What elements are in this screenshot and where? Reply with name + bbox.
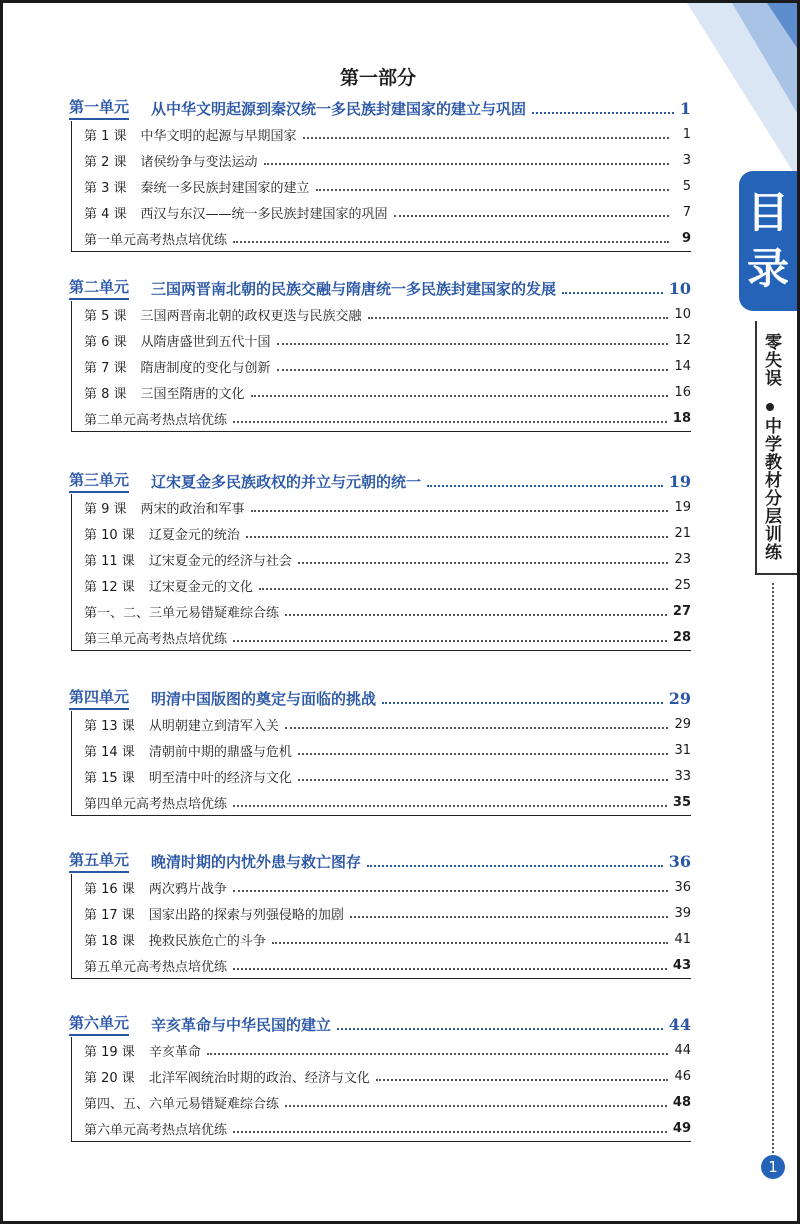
lesson-leader-dots [277, 361, 669, 371]
toc-side-tab [739, 171, 797, 311]
lesson-leader-dots [316, 181, 669, 191]
lesson-leader-dots [298, 554, 669, 564]
lesson-entry[interactable] [84, 1063, 691, 1089]
unit-page-number: 29 [668, 688, 691, 708]
lesson-title: 诸侯纷争与变法运动 [140, 154, 258, 170]
lesson-title: 三国至隋唐的文化 [140, 386, 245, 402]
lesson-entry[interactable] [84, 874, 691, 900]
practice-entry[interactable] [84, 598, 691, 624]
practice-leader-dots [233, 797, 667, 807]
lesson-leader-dots [272, 934, 669, 944]
lesson-page-number: 3 [682, 152, 691, 168]
lesson-entry[interactable] [84, 173, 691, 199]
lesson-page-number: 19 [674, 499, 691, 515]
lesson-code: 第 5 课 [84, 308, 127, 324]
lesson-page-number: 25 [674, 577, 691, 593]
lesson-code: 第 7 课 [84, 360, 127, 376]
lesson-entry[interactable] [84, 147, 691, 173]
lesson-code: 第 20 课 [84, 1070, 135, 1086]
lesson-title: 明至清中叶的经济与文化 [148, 770, 292, 786]
unit-page-number: 10 [668, 278, 691, 298]
lesson-page-number: 23 [674, 551, 691, 567]
unit-entries [71, 301, 691, 432]
lesson-title: 从明朝建立到清军入关 [148, 718, 279, 734]
lesson-leader-dots [376, 1071, 669, 1081]
practice-page-number: 9 [681, 230, 691, 246]
lesson-entry[interactable] [84, 199, 691, 225]
practice-entry[interactable] [84, 952, 691, 978]
lesson-leader-dots [246, 528, 669, 538]
unit-heading[interactable] [69, 275, 691, 301]
practice-leader-dots [285, 1097, 667, 1107]
unit-title: 明清中国版图的奠定与面临的挑战 [151, 689, 377, 708]
lesson-code: 第 1 课 [84, 128, 127, 144]
part-title: 第一部分 [339, 67, 416, 89]
page-number-badge: 1 [761, 1155, 785, 1179]
series-name: 中学教材分层训练 [761, 417, 781, 561]
practice-title: 第三单元高考热点培优练 [84, 631, 228, 647]
practice-entry[interactable] [84, 624, 691, 650]
practice-leader-dots [233, 413, 667, 423]
practice-entry[interactable] [84, 1089, 691, 1115]
unit-page-number: 19 [668, 471, 691, 491]
lesson-title: 从隋唐盛世到五代十国 [140, 334, 271, 350]
lesson-leader-dots [277, 335, 669, 345]
toc-tab-char-1: 目 [746, 188, 789, 237]
unit-number: 第二单元 [69, 276, 129, 300]
lesson-page-number: 36 [674, 879, 691, 895]
unit-title: 辛亥革命与中华民国的建立 [151, 1015, 332, 1034]
lesson-entry[interactable] [84, 546, 691, 572]
lesson-page-number: 14 [674, 358, 691, 374]
series-brand: 零失误 [761, 333, 781, 387]
unit-entries [71, 1037, 691, 1142]
practice-entry[interactable] [84, 225, 691, 251]
practice-title: 第一、二、三单元易错疑难综合练 [84, 605, 280, 621]
unit-entries [71, 121, 691, 252]
lesson-code: 第 3 课 [84, 180, 127, 196]
unit-leader-dots [367, 855, 663, 867]
lesson-title: 两次鸦片战争 [148, 881, 227, 897]
lesson-leader-dots [207, 1045, 669, 1055]
lesson-page-number: 31 [674, 742, 691, 758]
lesson-leader-dots [285, 719, 669, 729]
toc-unit [69, 468, 691, 651]
series-separator-dot [766, 403, 774, 411]
lesson-code: 第 8 课 [84, 386, 127, 402]
lesson-title: 北洋军阀统治时期的政治、经济与文化 [148, 1070, 370, 1086]
unit-number: 第四单元 [69, 686, 129, 710]
lesson-code: 第 14 课 [84, 744, 135, 760]
lesson-code: 第 13 课 [84, 718, 135, 734]
unit-number: 第五单元 [69, 849, 129, 873]
lesson-entry[interactable] [84, 353, 691, 379]
lesson-title: 西汉与东汉——统一多民族封建国家的巩固 [140, 206, 388, 222]
lesson-title: 国家出路的探索与列强侵略的加剧 [148, 907, 344, 923]
unit-leader-dots [427, 475, 663, 487]
unit-heading[interactable] [69, 95, 691, 121]
lesson-leader-dots [233, 882, 669, 892]
lesson-page-number: 7 [682, 204, 691, 220]
lesson-title: 辛亥革命 [148, 1044, 201, 1060]
lesson-leader-dots [298, 745, 669, 755]
lesson-code: 第 11 课 [84, 553, 135, 569]
lesson-entry[interactable] [84, 1037, 691, 1063]
practice-leader-dots [233, 233, 669, 243]
practice-title: 第四、五、六单元易错疑难综合练 [84, 1096, 280, 1112]
toc-unit [69, 685, 691, 816]
lesson-leader-dots [368, 309, 669, 319]
unit-entries [71, 711, 691, 816]
lesson-page-number: 16 [674, 384, 691, 400]
lesson-code: 第 19 课 [84, 1044, 135, 1060]
lesson-page-number: 39 [674, 905, 691, 921]
lesson-code: 第 10 课 [84, 527, 135, 543]
lesson-code: 第 12 课 [84, 579, 135, 595]
unit-number: 第一单元 [69, 96, 129, 120]
practice-leader-dots [233, 632, 667, 642]
lesson-leader-dots [350, 908, 669, 918]
lesson-entry[interactable] [84, 900, 691, 926]
lesson-code: 第 17 课 [84, 907, 135, 923]
lesson-page-number: 21 [674, 525, 691, 541]
practice-page-number: 28 [672, 629, 691, 645]
practice-title: 第一单元高考热点培优练 [84, 232, 228, 248]
lesson-title: 辽夏金元的统治 [148, 527, 240, 543]
practice-leader-dots [233, 960, 667, 970]
lesson-title: 清朝前中期的鼎盛与危机 [148, 744, 292, 760]
lesson-page-number: 41 [674, 931, 691, 947]
lesson-title: 两宋的政治和军事 [140, 501, 245, 517]
lesson-code: 第 6 课 [84, 334, 127, 350]
lesson-page-number: 33 [674, 768, 691, 784]
unit-leader-dots [337, 1018, 663, 1030]
lesson-page-number: 10 [674, 306, 691, 322]
unit-title: 三国两晋南北朝的民族交融与隋唐统一多民族封建国家的发展 [151, 279, 557, 298]
lesson-page-number: 12 [674, 332, 691, 348]
lesson-leader-dots [251, 387, 669, 397]
unit-heading[interactable] [69, 468, 691, 494]
lesson-code: 第 18 课 [84, 933, 135, 949]
lesson-code: 第 15 课 [84, 770, 135, 786]
unit-heading[interactable] [69, 848, 691, 874]
lesson-leader-dots [303, 129, 669, 139]
practice-entry[interactable] [84, 405, 691, 431]
lesson-code: 第 9 课 [84, 501, 127, 517]
lesson-entry[interactable] [84, 926, 691, 952]
lesson-page-number: 1 [682, 126, 691, 142]
practice-title: 第五单元高考热点培优练 [84, 959, 228, 975]
lesson-title: 辽宋夏金元的文化 [148, 579, 253, 595]
lesson-entry[interactable] [84, 301, 691, 327]
lesson-code: 第 2 课 [84, 154, 127, 170]
practice-page-number: 35 [672, 794, 691, 810]
unit-number: 第六单元 [69, 1012, 129, 1036]
practice-leader-dots [233, 1123, 667, 1133]
unit-page-number: 44 [668, 1014, 691, 1034]
lesson-entry[interactable] [84, 121, 691, 147]
lesson-entry[interactable] [84, 520, 691, 546]
lesson-title: 挽救民族危亡的斗争 [148, 933, 266, 949]
lesson-leader-dots [251, 502, 669, 512]
lesson-title: 辽宋夏金元的经济与社会 [148, 553, 292, 569]
toc-unit [69, 848, 691, 979]
side-dotted-line [772, 583, 774, 1153]
toc-unit [69, 1011, 691, 1142]
lesson-leader-dots [259, 580, 669, 590]
lesson-entry[interactable] [84, 737, 691, 763]
unit-number: 第三单元 [69, 469, 129, 493]
unit-page-number: 1 [679, 98, 691, 118]
lesson-entry[interactable] [84, 711, 691, 737]
unit-entries [71, 874, 691, 979]
lesson-entry[interactable] [84, 327, 691, 353]
practice-title: 第四单元高考热点培优练 [84, 796, 228, 812]
lesson-entry[interactable] [84, 763, 691, 789]
lesson-title: 秦统一多民族封建国家的建立 [140, 180, 310, 196]
toc-tab-char-2: 录 [746, 244, 789, 293]
lesson-page-number: 29 [674, 716, 691, 732]
unit-heading[interactable] [69, 685, 691, 711]
unit-title: 晚清时期的内忧外患与救亡图存 [151, 852, 362, 871]
unit-leader-dots [382, 692, 663, 704]
lesson-title: 中华文明的起源与早期国家 [140, 128, 297, 144]
unit-leader-dots [532, 102, 674, 114]
toc-unit [69, 275, 691, 432]
practice-leader-dots [285, 606, 667, 616]
lesson-title: 三国两晋南北朝的政权更迭与民族交融 [140, 308, 362, 324]
unit-leader-dots [562, 282, 663, 294]
unit-heading[interactable] [69, 1011, 691, 1037]
lesson-page-number: 44 [674, 1042, 691, 1058]
practice-page-number: 43 [672, 957, 691, 973]
lesson-page-number: 46 [674, 1068, 691, 1084]
lesson-code: 第 4 课 [84, 206, 127, 222]
unit-title: 辽宋夏金多民族政权的并立与元朝的统一 [151, 472, 422, 491]
practice-page-number: 27 [672, 603, 691, 619]
unit-title: 从中华文明起源到秦汉统一多民族封建国家的建立与巩固 [151, 99, 527, 118]
lesson-entry[interactable] [84, 572, 691, 598]
lesson-page-number: 5 [682, 178, 691, 194]
lesson-leader-dots [264, 155, 669, 165]
lesson-entry[interactable] [84, 494, 691, 520]
practice-page-number: 48 [672, 1094, 691, 1110]
lesson-entry[interactable] [84, 379, 691, 405]
toc-unit [69, 95, 691, 252]
practice-entry[interactable] [84, 789, 691, 815]
practice-title: 第二单元高考热点培优练 [84, 412, 228, 428]
practice-page-number: 49 [672, 1120, 691, 1136]
lesson-leader-dots [394, 207, 669, 217]
lesson-title: 隋唐制度的变化与创新 [140, 360, 271, 376]
lesson-code: 第 16 课 [84, 881, 135, 897]
unit-entries [71, 494, 691, 651]
practice-title: 第六单元高考热点培优练 [84, 1122, 228, 1138]
unit-page-number: 36 [668, 851, 691, 871]
lesson-leader-dots [298, 771, 669, 781]
practice-page-number: 18 [672, 410, 691, 426]
practice-entry[interactable] [84, 1115, 691, 1141]
corner-decoration [687, 3, 797, 178]
